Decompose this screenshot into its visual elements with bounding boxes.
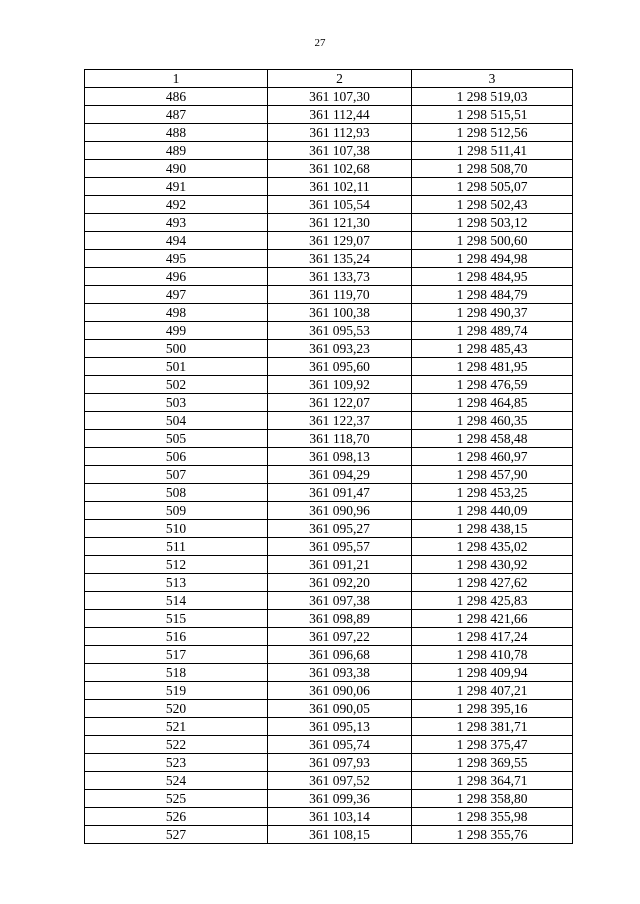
point-number-cell: 511 xyxy=(85,538,268,556)
table-row xyxy=(85,214,573,232)
point-number-cell: 524 xyxy=(85,772,268,790)
point-number-cell: 500 xyxy=(85,340,268,358)
x-coordinate-cell: 361 118,70 xyxy=(268,430,412,448)
y-coordinate-cell: 1 298 410,78 xyxy=(412,646,573,664)
table-row xyxy=(85,484,573,502)
point-number-cell: 489 xyxy=(85,142,268,160)
point-number-cell: 514 xyxy=(85,592,268,610)
y-coordinate-cell: 1 298 515,51 xyxy=(412,106,573,124)
y-coordinate-cell: 1 298 355,98 xyxy=(412,808,573,826)
y-coordinate-cell: 1 298 355,76 xyxy=(412,826,573,844)
x-coordinate-cell: 361 135,24 xyxy=(268,250,412,268)
x-coordinate-cell: 361 103,14 xyxy=(268,808,412,826)
point-number-cell: 496 xyxy=(85,268,268,286)
x-coordinate-cell: 361 090,06 xyxy=(268,682,412,700)
x-coordinate-cell: 361 100,38 xyxy=(268,304,412,322)
y-coordinate-cell: 1 298 438,15 xyxy=(412,520,573,538)
table-row xyxy=(85,250,573,268)
x-coordinate-cell: 361 097,38 xyxy=(268,592,412,610)
y-coordinate-cell: 1 298 503,12 xyxy=(412,214,573,232)
point-number-cell: 527 xyxy=(85,826,268,844)
y-coordinate-cell: 1 298 395,16 xyxy=(412,700,573,718)
point-number-cell: 494 xyxy=(85,232,268,250)
y-coordinate-cell: 1 298 512,56 xyxy=(412,124,573,142)
point-number-cell: 509 xyxy=(85,502,268,520)
x-coordinate-cell: 361 108,15 xyxy=(268,826,412,844)
x-coordinate-cell: 361 090,05 xyxy=(268,700,412,718)
table-row xyxy=(85,88,573,106)
x-coordinate-cell: 361 102,11 xyxy=(268,178,412,196)
table-row xyxy=(85,304,573,322)
x-coordinate-cell: 361 107,38 xyxy=(268,142,412,160)
x-coordinate-cell: 361 095,57 xyxy=(268,538,412,556)
x-coordinate-cell: 361 099,36 xyxy=(268,790,412,808)
table-row xyxy=(85,124,573,142)
table-row xyxy=(85,106,573,124)
table-row xyxy=(85,808,573,826)
table-row xyxy=(85,286,573,304)
y-coordinate-cell: 1 298 369,55 xyxy=(412,754,573,772)
point-number-cell: 508 xyxy=(85,484,268,502)
table-row xyxy=(85,610,573,628)
table-row xyxy=(85,826,573,844)
y-coordinate-cell: 1 298 476,59 xyxy=(412,376,573,394)
column-header-1: 1 xyxy=(85,70,268,88)
point-number-cell: 495 xyxy=(85,250,268,268)
y-coordinate-cell: 1 298 494,98 xyxy=(412,250,573,268)
y-coordinate-cell: 1 298 457,90 xyxy=(412,466,573,484)
y-coordinate-cell: 1 298 489,74 xyxy=(412,322,573,340)
x-coordinate-cell: 361 094,29 xyxy=(268,466,412,484)
y-coordinate-cell: 1 298 484,79 xyxy=(412,286,573,304)
table-row xyxy=(85,466,573,484)
coordinates-table xyxy=(84,69,573,844)
table-row xyxy=(85,736,573,754)
point-number-cell: 519 xyxy=(85,682,268,700)
page-number: 27 xyxy=(314,37,326,49)
point-number-cell: 517 xyxy=(85,646,268,664)
table-row xyxy=(85,448,573,466)
column-header-3: 3 xyxy=(412,70,573,88)
y-coordinate-cell: 1 298 508,70 xyxy=(412,160,573,178)
x-coordinate-cell: 361 095,53 xyxy=(268,322,412,340)
point-number-cell: 502 xyxy=(85,376,268,394)
x-coordinate-cell: 361 122,37 xyxy=(268,412,412,430)
x-coordinate-cell: 361 092,20 xyxy=(268,574,412,592)
table-row xyxy=(85,178,573,196)
x-coordinate-cell: 361 102,68 xyxy=(268,160,412,178)
y-coordinate-cell: 1 298 425,83 xyxy=(412,592,573,610)
point-number-cell: 518 xyxy=(85,664,268,682)
x-coordinate-cell: 361 095,27 xyxy=(268,520,412,538)
y-coordinate-cell: 1 298 364,71 xyxy=(412,772,573,790)
point-number-cell: 487 xyxy=(85,106,268,124)
x-coordinate-cell: 361 097,52 xyxy=(268,772,412,790)
x-coordinate-cell: 361 093,38 xyxy=(268,664,412,682)
point-number-cell: 520 xyxy=(85,700,268,718)
x-coordinate-cell: 361 129,07 xyxy=(268,232,412,250)
y-coordinate-cell: 1 298 435,02 xyxy=(412,538,573,556)
y-coordinate-cell: 1 298 440,09 xyxy=(412,502,573,520)
y-coordinate-cell: 1 298 484,95 xyxy=(412,268,573,286)
y-coordinate-cell: 1 298 481,95 xyxy=(412,358,573,376)
point-number-cell: 516 xyxy=(85,628,268,646)
point-number-cell: 507 xyxy=(85,466,268,484)
point-number-cell: 525 xyxy=(85,790,268,808)
table-row xyxy=(85,376,573,394)
x-coordinate-cell: 361 095,60 xyxy=(268,358,412,376)
x-coordinate-cell: 361 091,21 xyxy=(268,556,412,574)
y-coordinate-cell: 1 298 381,71 xyxy=(412,718,573,736)
point-number-cell: 486 xyxy=(85,88,268,106)
y-coordinate-cell: 1 298 430,92 xyxy=(412,556,573,574)
point-number-cell: 503 xyxy=(85,394,268,412)
x-coordinate-cell: 361 112,44 xyxy=(268,106,412,124)
point-number-cell: 488 xyxy=(85,124,268,142)
point-number-cell: 521 xyxy=(85,718,268,736)
x-coordinate-cell: 361 095,13 xyxy=(268,718,412,736)
table-row xyxy=(85,358,573,376)
table-row xyxy=(85,574,573,592)
y-coordinate-cell: 1 298 453,25 xyxy=(412,484,573,502)
y-coordinate-cell: 1 298 505,07 xyxy=(412,178,573,196)
x-coordinate-cell: 361 098,89 xyxy=(268,610,412,628)
point-number-cell: 512 xyxy=(85,556,268,574)
y-coordinate-cell: 1 298 409,94 xyxy=(412,664,573,682)
y-coordinate-cell: 1 298 421,66 xyxy=(412,610,573,628)
table-row xyxy=(85,700,573,718)
y-coordinate-cell: 1 298 464,85 xyxy=(412,394,573,412)
point-number-cell: 504 xyxy=(85,412,268,430)
x-coordinate-cell: 361 097,22 xyxy=(268,628,412,646)
y-coordinate-cell: 1 298 511,41 xyxy=(412,142,573,160)
point-number-cell: 499 xyxy=(85,322,268,340)
y-coordinate-cell: 1 298 485,43 xyxy=(412,340,573,358)
x-coordinate-cell: 361 105,54 xyxy=(268,196,412,214)
table-row xyxy=(85,322,573,340)
x-coordinate-cell: 361 112,93 xyxy=(268,124,412,142)
point-number-cell: 505 xyxy=(85,430,268,448)
point-number-cell: 497 xyxy=(85,286,268,304)
y-coordinate-cell: 1 298 502,43 xyxy=(412,196,573,214)
x-coordinate-cell: 361 093,23 xyxy=(268,340,412,358)
x-coordinate-cell: 361 109,92 xyxy=(268,376,412,394)
table-row xyxy=(85,160,573,178)
table-row xyxy=(85,196,573,214)
table-row xyxy=(85,430,573,448)
table-row xyxy=(85,556,573,574)
point-number-cell: 515 xyxy=(85,610,268,628)
y-coordinate-cell: 1 298 519,03 xyxy=(412,88,573,106)
table-row xyxy=(85,592,573,610)
point-number-cell: 492 xyxy=(85,196,268,214)
x-coordinate-cell: 361 090,96 xyxy=(268,502,412,520)
table-row xyxy=(85,754,573,772)
point-number-cell: 501 xyxy=(85,358,268,376)
y-coordinate-cell: 1 298 460,97 xyxy=(412,448,573,466)
x-coordinate-cell: 361 121,30 xyxy=(268,214,412,232)
point-number-cell: 491 xyxy=(85,178,268,196)
y-coordinate-cell: 1 298 458,48 xyxy=(412,430,573,448)
table-row xyxy=(85,142,573,160)
x-coordinate-cell: 361 122,07 xyxy=(268,394,412,412)
point-number-cell: 510 xyxy=(85,520,268,538)
y-coordinate-cell: 1 298 500,60 xyxy=(412,232,573,250)
point-number-cell: 490 xyxy=(85,160,268,178)
point-number-cell: 513 xyxy=(85,574,268,592)
y-coordinate-cell: 1 298 417,24 xyxy=(412,628,573,646)
table-row xyxy=(85,628,573,646)
y-coordinate-cell: 1 298 407,21 xyxy=(412,682,573,700)
table-row xyxy=(85,268,573,286)
table-row xyxy=(85,340,573,358)
table-row xyxy=(85,232,573,250)
point-number-cell: 493 xyxy=(85,214,268,232)
column-header-2: 2 xyxy=(268,70,412,88)
table-row xyxy=(85,790,573,808)
table-header-row xyxy=(85,70,573,88)
point-number-cell: 506 xyxy=(85,448,268,466)
table-row xyxy=(85,682,573,700)
point-number-cell: 526 xyxy=(85,808,268,826)
table-row xyxy=(85,412,573,430)
x-coordinate-cell: 361 097,93 xyxy=(268,754,412,772)
y-coordinate-cell: 1 298 427,62 xyxy=(412,574,573,592)
table-row xyxy=(85,718,573,736)
x-coordinate-cell: 361 091,47 xyxy=(268,484,412,502)
x-coordinate-cell: 361 096,68 xyxy=(268,646,412,664)
table-row xyxy=(85,538,573,556)
x-coordinate-cell: 361 098,13 xyxy=(268,448,412,466)
table-row xyxy=(85,502,573,520)
y-coordinate-cell: 1 298 490,37 xyxy=(412,304,573,322)
table-row xyxy=(85,520,573,538)
x-coordinate-cell: 361 119,70 xyxy=(268,286,412,304)
point-number-cell: 522 xyxy=(85,736,268,754)
table-row xyxy=(85,664,573,682)
x-coordinate-cell: 361 107,30 xyxy=(268,88,412,106)
x-coordinate-cell: 361 133,73 xyxy=(268,268,412,286)
y-coordinate-cell: 1 298 375,47 xyxy=(412,736,573,754)
x-coordinate-cell: 361 095,74 xyxy=(268,736,412,754)
y-coordinate-cell: 1 298 358,80 xyxy=(412,790,573,808)
point-number-cell: 498 xyxy=(85,304,268,322)
table-row xyxy=(85,646,573,664)
y-coordinate-cell: 1 298 460,35 xyxy=(412,412,573,430)
table-row xyxy=(85,394,573,412)
point-number-cell: 523 xyxy=(85,754,268,772)
table-row xyxy=(85,772,573,790)
